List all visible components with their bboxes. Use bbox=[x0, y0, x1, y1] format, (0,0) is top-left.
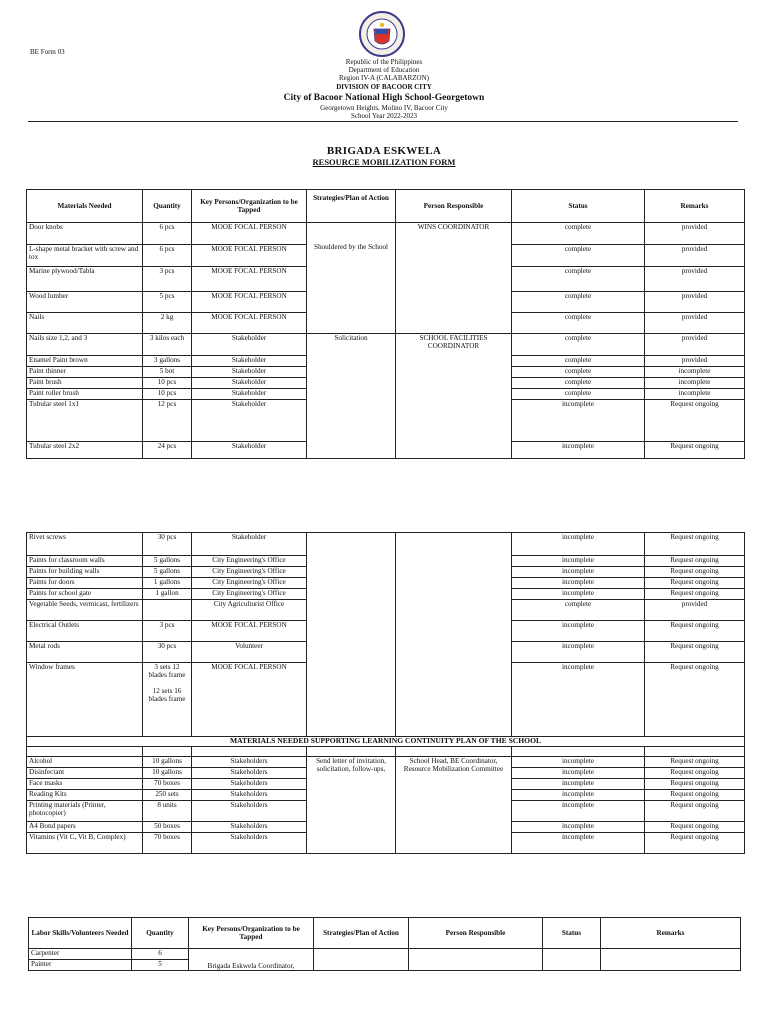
cell-status: incomplete bbox=[512, 757, 645, 768]
deped-seal-logo bbox=[359, 11, 405, 57]
table-row bbox=[27, 533, 745, 556]
cell-remarks: Request ongoing bbox=[645, 567, 745, 578]
cell-status: incomplete bbox=[512, 833, 645, 854]
cell-qty: 10 pcs bbox=[143, 389, 192, 400]
cell-material: Electrical Outlets bbox=[27, 621, 143, 642]
cell-qty: 6 pcs bbox=[143, 245, 192, 267]
cell-key: Stakeholders bbox=[192, 822, 307, 833]
cell-blank bbox=[307, 747, 396, 757]
col-key-persons: Key Persons/Organization to be Tapped bbox=[192, 190, 307, 223]
cell-key: MOOE FOCAL PERSON bbox=[192, 313, 307, 334]
cell-material: Marine plywood/Tabla bbox=[27, 267, 143, 292]
lcp-banner: MATERIALS NEEDED SUPPORTING LEARNING CONTINUITY PLAN OF THE SCHOOL bbox=[27, 737, 745, 747]
cell-qty: 24 pcs bbox=[143, 442, 192, 459]
cell-key: Volunteer bbox=[192, 642, 307, 663]
cell-remarks: Request ongoing bbox=[645, 578, 745, 589]
cell-remarks: provided bbox=[645, 600, 745, 621]
cell-qty: 30 pcs bbox=[143, 642, 192, 663]
cell-qty: 10 gallons bbox=[143, 757, 192, 768]
cell-status: incomplete bbox=[512, 822, 645, 833]
table-header-row bbox=[29, 918, 741, 949]
banner-row bbox=[27, 737, 745, 747]
cell-remarks: Request ongoing bbox=[645, 621, 745, 642]
col-strategies: Strategies/Plan of Action bbox=[307, 190, 396, 223]
header-school-year: School Year 2022-2023 bbox=[351, 112, 417, 121]
cell-qty: 70 boxes bbox=[143, 833, 192, 854]
cell-status: incomplete bbox=[512, 567, 645, 578]
cell-qty: 3 pcs bbox=[143, 621, 192, 642]
cell-status: incomplete bbox=[512, 642, 645, 663]
cell-status: complete bbox=[512, 389, 645, 400]
cell-status: incomplete bbox=[512, 556, 645, 567]
cell-qty: 5 bot bbox=[143, 367, 192, 378]
cell-material: Wood lumber bbox=[27, 292, 143, 313]
cell-status: complete bbox=[512, 313, 645, 334]
header-address: Georgetown Heights, Molino IV, Bacoor City bbox=[320, 103, 448, 112]
cell-remarks: Request ongoing bbox=[645, 400, 745, 442]
cell-remarks: incomplete bbox=[645, 378, 745, 389]
cell-remarks: Request ongoing bbox=[645, 642, 745, 663]
cell-remarks: Request ongoing bbox=[645, 663, 745, 737]
cell-key: City Agriculturist Office bbox=[192, 600, 307, 621]
cell-responsible: WINS COORDINATOR bbox=[396, 223, 512, 334]
cell-remarks: provided bbox=[645, 245, 745, 267]
cell-status: complete bbox=[512, 367, 645, 378]
cell-material: Window frames bbox=[27, 663, 143, 737]
materials-table-1 bbox=[26, 189, 745, 459]
cell-material: Paints for building walls bbox=[27, 567, 143, 578]
cell-qty-a: 3 sets 12 blades frame bbox=[148, 663, 186, 679]
table-row bbox=[29, 949, 741, 960]
cell-material: Nails bbox=[27, 313, 143, 334]
cell-material: Paints for school gate bbox=[27, 589, 143, 600]
col-key-persons: Key Persons/Organization to be Tapped bbox=[189, 918, 314, 949]
cell-key: MOOE FOCAL PERSON bbox=[192, 267, 307, 292]
cell-status: incomplete bbox=[512, 589, 645, 600]
cell-material: Paints for classroom walls bbox=[27, 556, 143, 567]
cell-remarks: provided bbox=[645, 292, 745, 313]
cell-status: complete bbox=[512, 600, 645, 621]
cell-material: Alcohol bbox=[27, 757, 143, 768]
doc-subtitle: RESOURCE MOBILIZATION FORM bbox=[312, 157, 456, 167]
cell-material: L-shape metal bracket with screw and tox bbox=[27, 245, 143, 267]
cell-remarks: Request ongoing bbox=[645, 533, 745, 556]
cell-remarks: provided bbox=[645, 223, 745, 245]
cell-qty-gap bbox=[145, 679, 189, 687]
cell-status: incomplete bbox=[512, 442, 645, 459]
cell-qty: 30 pcs bbox=[143, 533, 192, 556]
cell-key: Stakeholder bbox=[192, 442, 307, 459]
cell-qty: 3 gallons bbox=[143, 356, 192, 367]
cell-remarks: Request ongoing bbox=[645, 442, 745, 459]
cell-qty: 3 pcs bbox=[143, 267, 192, 292]
cell-qty: 50 boxes bbox=[143, 822, 192, 833]
cell-remarks: provided bbox=[645, 356, 745, 367]
cell-remarks: Request ongoing bbox=[645, 757, 745, 768]
cell-status: incomplete bbox=[512, 400, 645, 442]
cell-qty: 1 gallon bbox=[143, 589, 192, 600]
header-division: DIVISION OF BACOOR CITY bbox=[336, 82, 432, 91]
cell-status: complete bbox=[512, 223, 645, 245]
cell-qty: 10 pcs bbox=[143, 378, 192, 389]
cell-material: Reading Kits bbox=[27, 790, 143, 801]
table-row bbox=[27, 334, 745, 356]
cell-responsible bbox=[409, 949, 543, 971]
cell-material: Paint brush bbox=[27, 378, 143, 389]
cell-status: complete bbox=[512, 334, 645, 356]
cell-material: Enamel Paint brown bbox=[27, 356, 143, 367]
cell-remarks: Request ongoing bbox=[645, 833, 745, 854]
cell-blank bbox=[396, 747, 512, 757]
cell-key: Stakeholder bbox=[192, 533, 307, 556]
cell-key: City Engineering's Office bbox=[192, 556, 307, 567]
col-quantity: Quantity bbox=[132, 918, 189, 949]
cell-status bbox=[543, 949, 601, 971]
cell-qty: 5 gallons bbox=[143, 556, 192, 567]
cell-material: Vitamins (Vit C, Vit B, Complex) bbox=[27, 833, 143, 854]
materials-table-2 bbox=[26, 532, 745, 854]
cell-strategy: Shouldered by the School bbox=[307, 223, 396, 334]
cell-status: complete bbox=[512, 356, 645, 367]
cell-key: Stakeholder bbox=[192, 356, 307, 367]
form-code: BE Form 03 bbox=[30, 48, 65, 56]
cell-labor: Carpenter bbox=[29, 949, 132, 960]
col-remarks: Remarks bbox=[601, 918, 741, 949]
cell-key: MOOE FOCAL PERSON bbox=[192, 245, 307, 267]
cell-key: Stakeholders bbox=[192, 833, 307, 854]
col-status: Status bbox=[512, 190, 645, 223]
cell-material: Paints for doors bbox=[27, 578, 143, 589]
cell-blank bbox=[27, 747, 143, 757]
cell-key: MOOE FOCAL PERSON bbox=[192, 621, 307, 642]
cell-qty: 70 boxes bbox=[143, 779, 192, 790]
cell-material: Tubular steel 2x2 bbox=[27, 442, 143, 459]
cell-key: Stakeholder bbox=[192, 378, 307, 389]
header-line1: Republic of the Philippines bbox=[345, 58, 423, 66]
cell-qty: 5 pcs bbox=[143, 292, 192, 313]
cell-strategy: Send letter of invitation, solicitation, follow-ups, bbox=[307, 757, 396, 854]
col-status: Status bbox=[543, 918, 601, 949]
cell-material: A4 Bond papers bbox=[27, 822, 143, 833]
cell-status: incomplete bbox=[512, 621, 645, 642]
cell-material: Door knobs bbox=[27, 223, 143, 245]
labor-table bbox=[28, 917, 741, 971]
cell-blank bbox=[143, 747, 192, 757]
cell-qty: 2 kg bbox=[143, 313, 192, 334]
cell-key: MOOE FOCAL PERSON bbox=[192, 292, 307, 313]
cell-strategy bbox=[307, 533, 396, 737]
cell-qty: 5 bbox=[132, 960, 189, 971]
cell-qty-b: 12 sets 16 blades frame bbox=[148, 687, 186, 703]
cell-key: Stakeholders bbox=[192, 801, 307, 822]
cell-remarks: provided bbox=[645, 267, 745, 292]
header-line3: Region IV-A (CALABARZON) bbox=[339, 74, 429, 83]
cell-qty bbox=[143, 600, 192, 621]
cell-remarks: Request ongoing bbox=[645, 768, 745, 779]
cell-remarks: provided bbox=[645, 313, 745, 334]
cell-remarks: Request ongoing bbox=[645, 556, 745, 567]
cell-material: Face masks bbox=[27, 779, 143, 790]
cell-blank bbox=[512, 747, 645, 757]
table-header-row bbox=[27, 190, 745, 223]
blank-row bbox=[27, 747, 745, 757]
doc-title: BRIGADA ESKWELA bbox=[326, 145, 442, 157]
header-line2: Department of Education bbox=[348, 66, 420, 75]
cell-status: incomplete bbox=[512, 801, 645, 822]
cell-key: MOOE FOCAL PERSON bbox=[192, 663, 307, 737]
cell-material: Vegetable Seeds, vermicast, fertilizers bbox=[27, 600, 143, 621]
cell-qty: 250 sets bbox=[143, 790, 192, 801]
col-person-responsible: Person Responsible bbox=[409, 918, 543, 949]
cell-material: Printing materials (Printer, photocopier) bbox=[27, 801, 143, 822]
cell-key: Stakeholder bbox=[192, 367, 307, 378]
cell-qty: 1 gallons bbox=[143, 578, 192, 589]
cell-blank bbox=[645, 747, 745, 757]
cell-key: City Engineering's Office bbox=[192, 567, 307, 578]
table-row bbox=[27, 757, 745, 768]
cell-material: Rivet screws bbox=[27, 533, 143, 556]
cell-key: Stakeholders bbox=[192, 779, 307, 790]
cell-qty: 3 kilos each bbox=[143, 334, 192, 356]
cell-remarks: provided bbox=[645, 334, 745, 356]
cell-qty: 8 units bbox=[143, 801, 192, 822]
cell-status: incomplete bbox=[512, 768, 645, 779]
cell-key: City Engineering's Office bbox=[192, 589, 307, 600]
cell-material: Tubular steel 1x1 bbox=[27, 400, 143, 442]
cell-key: Stakeholders bbox=[192, 757, 307, 768]
cell-key: Brigada Eskwela Coordinator, bbox=[189, 949, 314, 971]
cell-strategy: Solicitation bbox=[307, 334, 396, 459]
cell-qty: 10 gallons bbox=[143, 768, 192, 779]
cell-remarks: incomplete bbox=[645, 367, 745, 378]
cell-remarks: Request ongoing bbox=[645, 589, 745, 600]
cell-qty: 6 bbox=[132, 949, 189, 960]
cell-status: complete bbox=[512, 378, 645, 389]
cell-remarks bbox=[601, 949, 741, 971]
col-materials: Materials Needed bbox=[27, 190, 143, 223]
cell-remarks: Request ongoing bbox=[645, 779, 745, 790]
col-person-responsible: Person Responsible bbox=[396, 190, 512, 223]
cell-status: incomplete bbox=[512, 663, 645, 737]
cell-responsible bbox=[396, 533, 512, 737]
cell-status: incomplete bbox=[512, 790, 645, 801]
cell-material: Nails size 1,2, and 3 bbox=[27, 334, 143, 356]
cell-key: Stakeholders bbox=[192, 790, 307, 801]
cell-qty bbox=[143, 663, 192, 737]
cell-key: Stakeholder bbox=[192, 400, 307, 442]
cell-qty: 12 pcs bbox=[143, 400, 192, 442]
cell-remarks: Request ongoing bbox=[645, 801, 745, 822]
cell-status: complete bbox=[512, 292, 645, 313]
col-remarks: Remarks bbox=[645, 190, 745, 223]
col-quantity: Quantity bbox=[143, 190, 192, 223]
col-labor: Labor Skills/Volunteers Needed bbox=[29, 918, 132, 949]
cell-key: City Engineering's Office bbox=[192, 578, 307, 589]
cell-strategy bbox=[314, 949, 409, 971]
cell-remarks: Request ongoing bbox=[645, 822, 745, 833]
cell-key: Stakeholder bbox=[192, 389, 307, 400]
col-strategies: Strategies/Plan of Action bbox=[314, 918, 409, 949]
cell-responsible: SCHOOL FACILITIES COORDINATOR bbox=[396, 334, 512, 459]
header-school: City of Bacoor National High School-Georgetown bbox=[283, 92, 485, 103]
cell-status: incomplete bbox=[512, 578, 645, 589]
header-divider bbox=[28, 121, 738, 122]
cell-status: complete bbox=[512, 245, 645, 267]
cell-blank bbox=[192, 747, 307, 757]
cell-status: incomplete bbox=[512, 779, 645, 790]
table-row bbox=[27, 223, 745, 245]
cell-responsible: School Head, BE Coordinator, Resource Mobilization Committee bbox=[396, 757, 512, 854]
cell-material: Paint roller brush bbox=[27, 389, 143, 400]
cell-status: incomplete bbox=[512, 533, 645, 556]
cell-key: MOOE FOCAL PERSON bbox=[192, 223, 307, 245]
cell-remarks: incomplete bbox=[645, 389, 745, 400]
cell-labor: Painter bbox=[29, 960, 132, 971]
cell-material: Paint thinner bbox=[27, 367, 143, 378]
cell-material: Disinfectant bbox=[27, 768, 143, 779]
cell-qty: 5 gallons bbox=[143, 567, 192, 578]
cell-qty: 6 pcs bbox=[143, 223, 192, 245]
cell-key: Stakeholder bbox=[192, 334, 307, 356]
cell-material: Metal rods bbox=[27, 642, 143, 663]
cell-key: Stakeholders bbox=[192, 768, 307, 779]
cell-status: complete bbox=[512, 267, 645, 292]
cell-remarks: Request ongoing bbox=[645, 790, 745, 801]
